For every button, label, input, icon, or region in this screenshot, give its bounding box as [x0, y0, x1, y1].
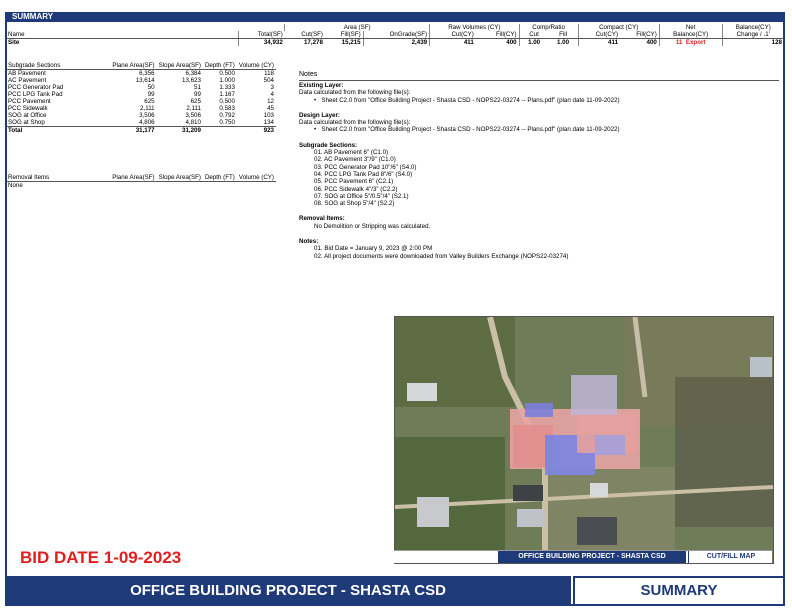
subgrade-name: PCC Sidewalk — [8, 105, 48, 112]
subgrade-value: 12 — [267, 98, 274, 105]
subgrade-items-list — [299, 149, 779, 207]
total-volume: 923 — [263, 127, 274, 134]
cell-ratio-cut: 1.00 — [519, 39, 548, 47]
cell-ratio-fill: 1.00 — [557, 39, 570, 46]
removal-none: None — [8, 182, 23, 189]
net-value: 11 — [675, 39, 683, 46]
list-item: 08. SOG at Shop 5"/4" (S2.2) — [314, 200, 395, 208]
subgrade-header-slope: Slope Area(SF) — [158, 62, 201, 69]
subgrade-value: 1.333 — [219, 84, 235, 91]
net-export: Export — [685, 39, 706, 46]
col-fill-sf: Fill(SF) — [325, 31, 363, 39]
col-raw-cut: Cut(CY) — [430, 31, 476, 39]
table-row — [6, 105, 276, 112]
removal-items-title: Removal Items: — [299, 215, 345, 223]
subgrade-value: 45 — [267, 105, 274, 112]
subgrade-value: 2,111 — [186, 105, 201, 112]
summary-table — [6, 24, 784, 46]
notes-heading: Notes — [299, 70, 779, 81]
table-row — [6, 39, 784, 47]
subgrade-value: 6,356 — [139, 70, 155, 77]
removal-items-line: No Demolition or Stripping was calculated. — [314, 222, 431, 230]
subgrade-value: 0.750 — [219, 119, 235, 126]
subgrade-value: 2,111 — [140, 105, 155, 112]
subgrade-name: PCC Generator Pad — [8, 84, 64, 91]
subgrade-value: 6,384 — [185, 70, 201, 77]
cell-raw-fill: 400 — [506, 39, 517, 46]
table-row — [6, 84, 276, 91]
subgrade-header-depth: Depth (FT) — [203, 62, 237, 70]
cell-ongrade: 2,439 — [363, 39, 429, 47]
map-caption-title: OFFICE BUILDING PROJECT - SHASTA CSD — [498, 551, 686, 563]
removal-header-volume: Volume (CY) — [237, 174, 276, 182]
cell-comp-cut: 411 — [578, 39, 620, 47]
col-raw-fill: Fill(CY) — [476, 31, 519, 39]
subgrade-value: 0.792 — [219, 112, 235, 119]
aerial-image — [395, 317, 773, 563]
cut-fill-map — [394, 316, 774, 564]
group-ratio: Comp/Ratio — [519, 24, 578, 31]
subgrade-value: 3 — [270, 84, 274, 91]
design-layer-line: Data calculated from the following file(s): — [299, 119, 411, 127]
removal-header-slope: Slope Area(SF) — [158, 174, 201, 181]
group-net: Net — [659, 24, 722, 31]
subgrade-value: 4,810 — [185, 119, 201, 126]
map-caption-bar — [394, 550, 772, 563]
subgrade-header-name: Subgrade Sections — [6, 62, 110, 70]
subgrade-value: 51 — [194, 84, 201, 91]
group-compact: Compact (CY) — [578, 24, 659, 31]
subgrade-value: 4,806 — [139, 119, 155, 126]
table-row — [6, 77, 276, 84]
page-title: SUMMARY — [6, 12, 784, 22]
footer-page: SUMMARY — [573, 576, 785, 606]
subgrade-value: 13,614 — [135, 77, 155, 84]
col-cut-sf: Cut(SF) — [285, 31, 325, 39]
subgrade-name: AB Pavement — [8, 70, 46, 77]
design-file-text: Sheet C2.0 from "Office Building Project - Shasta CSD - NOPS22-03274 -- Plans.pdf" (plan date 11-09-2022) — [321, 126, 620, 134]
subgrade-table — [6, 62, 276, 134]
cell-comp-fill: 400 — [646, 39, 657, 46]
subgrade-value: 13,623 — [182, 77, 201, 84]
design-layer-title: Design Layer: — [299, 111, 340, 119]
col-name: Name — [6, 31, 239, 39]
removal-header-plane: Plane Area(SF) — [112, 174, 155, 181]
bid-date: BID DATE 1-09-2023 — [20, 548, 182, 567]
removal-header-name: Removal Items — [6, 174, 110, 182]
footer — [5, 576, 785, 606]
subgrade-value: 50 — [147, 84, 155, 91]
subgrade-header-plane: Plane Area(SF) — [112, 62, 155, 69]
group-balance: Balance(CY) — [722, 24, 784, 31]
total-plane: 31,177 — [135, 127, 155, 134]
notes-title: Notes: — [299, 238, 319, 246]
subgrade-name: SOG at Shop — [8, 119, 45, 126]
subgrade-name: AC Pavement — [8, 77, 47, 84]
col-ratio-fill: Fill — [549, 31, 578, 39]
group-raw: Raw Volumes (CY) — [430, 24, 520, 31]
subgrade-value: 625 — [144, 98, 155, 105]
subgrade-value: 0.500 — [219, 70, 235, 77]
col-comp-fill: Fill(CY) — [620, 31, 659, 39]
col-total: Total(SF) — [239, 31, 285, 39]
list-item: 07. SOG at Office 5"/0.5"/4" (S2.1) — [314, 192, 409, 200]
table-row — [6, 119, 276, 127]
subgrade-value: 1.000 — [219, 77, 235, 84]
subgrade-header-volume: Volume (CY) — [237, 62, 276, 70]
notes-body — [299, 82, 779, 260]
subgrade-name: PCC LPG Tank Pad — [8, 91, 63, 98]
list-item: 04. PCC LPG Tank Pad 8"/6" (S4.0) — [314, 170, 413, 178]
cell-change: 128 — [722, 39, 784, 47]
subgrade-value: 504 — [263, 77, 274, 84]
list-item: 06. PCC Sidewalk 4"/3" (C2.2) — [314, 185, 398, 193]
design-layer-file: • Sheet C2.0 from "Office Building Project - Shasta CSD - NOPS22-03274 -- Plans.pdf" (plan date 11-09-2022) — [314, 126, 620, 134]
table-row — [6, 70, 276, 78]
notes-items-list — [299, 245, 779, 260]
cell-net-balance — [659, 39, 722, 47]
total-depth — [203, 127, 237, 135]
col-ratio-cut: Cut — [519, 31, 548, 39]
existing-layer-file: • Sheet C2.0 from "Office Building Project - Shasta CSD - NOPS22-03274 -- Plans.pdf" (plan date 11-09-2022) — [314, 96, 620, 104]
col-comp-cut: Cut(CY) — [578, 31, 620, 39]
table-row — [6, 112, 276, 119]
cell-raw-cut: 411 — [430, 39, 476, 47]
map-caption-type: CUT/FILL MAP — [688, 551, 773, 563]
group-area: Area (SF) — [285, 24, 430, 31]
total-slope: 31,209 — [182, 127, 201, 134]
subgrade-value: 118 — [264, 70, 274, 77]
total-label: Total — [8, 127, 23, 134]
cell-fill-sf: 15,215 — [341, 39, 361, 46]
cell-total: 34,932 — [239, 39, 285, 47]
subgrade-value: 99 — [194, 91, 201, 98]
col-ongrade: OnGrade(SF) — [363, 31, 429, 39]
subgrade-value: 0.583 — [219, 105, 235, 112]
col-change: Change / .1' — [722, 31, 784, 39]
list-item: 01. AB Pavement 6" (C1.0) — [314, 149, 389, 157]
subgrade-value: 0.500 — [219, 98, 235, 105]
cell-cut-sf: 17,278 — [303, 39, 323, 46]
list-item: 02. AC Pavement 3"/9" (C1.0) — [314, 156, 396, 164]
list-item: 01. Bid Date = January 9, 2023 @ 2:00 PM — [314, 245, 433, 253]
existing-layer-title: Existing Layer: — [299, 82, 344, 89]
col-net-balance: Balance(CY) — [659, 31, 722, 39]
removal-header-depth: Depth (FT) — [203, 174, 237, 182]
list-item: 03. PCC Generator Pad 10"/6" (S4.0) — [314, 163, 417, 171]
subgrade-value: 625 — [190, 98, 201, 105]
subgrade-total-row — [6, 127, 276, 135]
subgrade-value: 99 — [147, 91, 155, 98]
list-item: 05. PCC Pavement 6" (C2.1) — [314, 178, 394, 186]
subgrade-value: 1.167 — [219, 91, 235, 98]
table-row — [6, 98, 276, 105]
subgrade-sections-title: Subgrade Sections: — [299, 141, 358, 149]
list-item: 02. All project documents were downloaded from Valley Builders Exchange (NOPS22-03274) — [314, 252, 569, 260]
table-row — [6, 91, 276, 98]
row-name: Site — [8, 39, 20, 46]
subgrade-name: PCC Pavement — [8, 98, 51, 105]
subgrade-value: 103 — [263, 112, 274, 119]
existing-file-text: Sheet C2.0 from "Office Building Project - Shasta CSD - NOPS22-03274 -- Plans.pdf" (plan date 11-09-2022) — [321, 96, 620, 104]
subgrade-value: 4 — [270, 91, 274, 98]
table-row — [6, 182, 276, 190]
subgrade-value: 134 — [263, 119, 274, 126]
subgrade-name: SOG at Office — [8, 112, 47, 119]
footer-project: OFFICE BUILDING PROJECT - SHASTA CSD — [5, 576, 571, 606]
subgrade-value: 3,506 — [185, 112, 201, 119]
existing-layer-line: Data calculated from the following file(s): — [299, 89, 411, 97]
subgrade-value: 3,506 — [139, 112, 155, 119]
removal-table — [6, 174, 276, 189]
